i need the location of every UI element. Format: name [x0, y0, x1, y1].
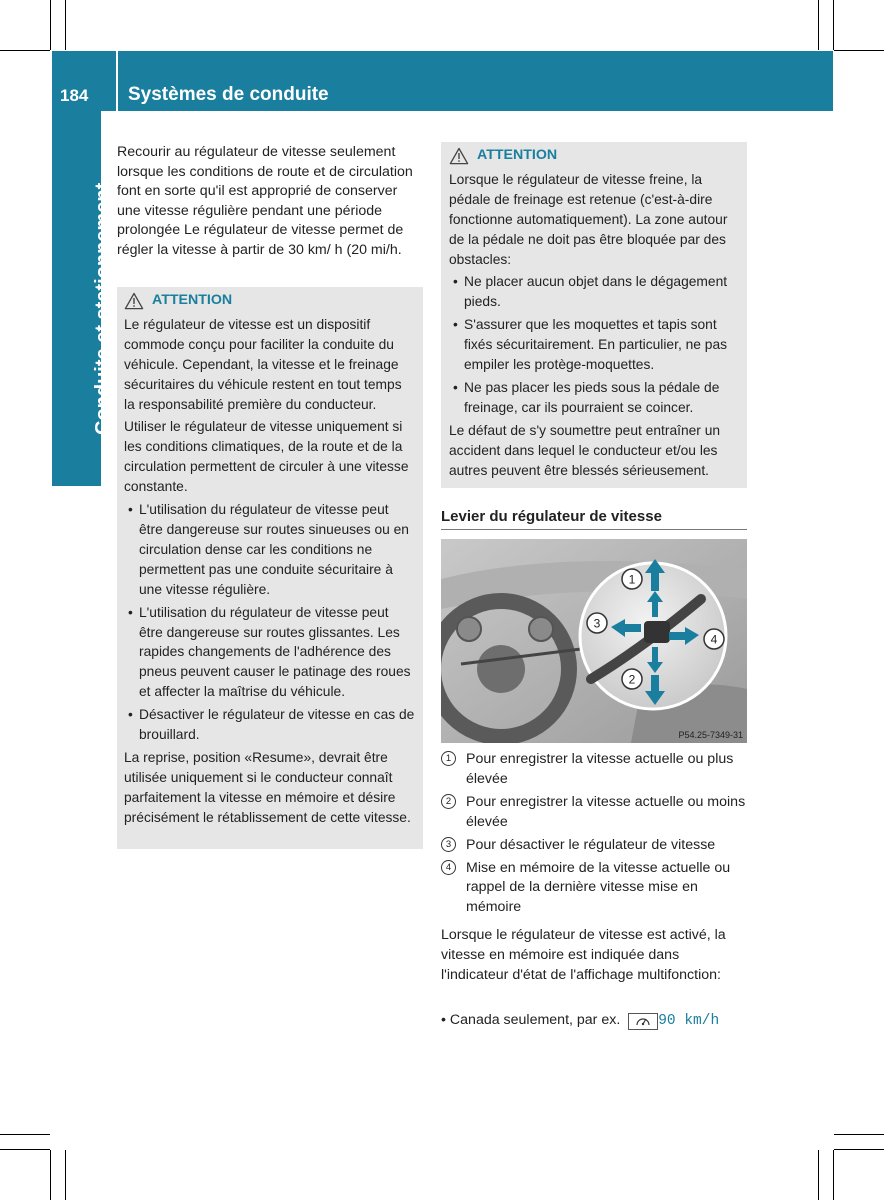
bullet-dot: • [128, 707, 133, 723]
bullet-dot: • [453, 274, 458, 290]
list-item [449, 315, 739, 375]
list-item [449, 378, 739, 418]
list-item-text: Désactiver le régulateur de vitesse en cas de brouillard. [139, 707, 415, 743]
figure-legend [441, 750, 747, 921]
crop-mark [65, 0, 66, 50]
crop-mark [833, 0, 834, 50]
warning-triangle-icon [449, 147, 469, 165]
list-item [441, 1011, 751, 1032]
legend-item [441, 859, 747, 919]
bullet-dot: • [453, 379, 458, 395]
crop-mark [818, 0, 819, 50]
figure-code: P54.25-7349-31 [678, 730, 743, 740]
warning-box [117, 287, 423, 849]
list-item [124, 705, 415, 745]
legend-item [441, 750, 747, 790]
list-item-text: Ne placer aucun objet dans le dégagement pieds. [464, 274, 728, 310]
warning-title: ATTENTION [477, 147, 558, 163]
legend-number [441, 836, 466, 856]
speedometer-icon [628, 1013, 658, 1030]
legend-number [441, 859, 466, 919]
dashboard-illustration [441, 539, 747, 743]
legend-text: Pour enregistrer la vitesse actuelle ou moins élevée [466, 793, 746, 830]
list-item-text: L'utilisation du régulateur de vitesse peut être dangereuse sur routes glissantes. Les rapides changements de l'adhérence des pneus peuvent causer le patinage des roues et affecter la maîtrise du véhicule. [139, 604, 411, 700]
side-tab-label: Conduite et stationnement [92, 182, 114, 435]
warning-title: ATTENTION [152, 292, 233, 308]
legend-item [441, 836, 747, 856]
crop-mark [65, 1150, 66, 1200]
crop-mark [818, 1150, 819, 1200]
crop-mark [0, 1149, 50, 1150]
bullet-dot: • [128, 502, 133, 518]
crop-mark [0, 50, 50, 51]
legend-number-circle: 3 [441, 837, 456, 852]
list-item-text: L'utilisation du régulateur de vitesse peut être dangereuse sur routes sinueuses ou en circulation dense car les conditions ne permettent pas une conduite sécuritaire à une vitesse régulière. [139, 502, 409, 597]
page-number: 184 [60, 86, 89, 105]
crop-mark [50, 0, 51, 50]
intro-paragraph: Recourir au régulateur de vitesse seulement lorsque les conditions de route et de circulation font en sorte qu'il est approprié de conserver une vitesse régulière pendant une période prolongée Le régulateur de vitesse permet de régler la vitesse à partir de 30 km/ h (20 mi/h. [117, 144, 413, 258]
warning-triangle-icon [124, 292, 144, 310]
legend-text: Mise en mémoire de la vitesse actuelle ou rappel de la dernière vitesse mise en mémoire [466, 859, 731, 916]
list-item-text: Canada seulement, par ex. [449, 1012, 621, 1028]
callout-4: 4 [710, 632, 718, 647]
warning-paragraph: Utiliser le régulateur de vitesse uniquement si les conditions climatiques, de la route et de la circulation permettent de circuler à une vitesse constante. [124, 419, 409, 495]
legend-number-circle: 4 [441, 860, 456, 875]
list-item-text: S'assurer que les moquettes et tapis sont fixés sécuritairement. En particulier, ne pas empiler les protège-moquettes. [464, 317, 728, 373]
warning-box [441, 142, 747, 488]
list-item-text: Ne pas placer les pieds sous la pédale de freinage, car ils pourraient se coincer. [464, 379, 720, 415]
page-title: Systèmes de conduite [128, 84, 329, 105]
cruise-control-lever-figure [441, 539, 747, 743]
legend-number-circle: 2 [441, 794, 456, 809]
legend-number-circle: 1 [441, 751, 456, 766]
legend-number [441, 750, 466, 790]
warning-paragraph: La reprise, position «Resume», devrait être utilisée uniquement si le conducteur connaît parfaitement la vitesse en mémoire et désire précisément le rétablissement de cette vitesse. [124, 749, 411, 825]
callout-2: 2 [628, 672, 636, 687]
legend-text: Pour enregistrer la vitesse actuelle ou plus élevée [466, 751, 734, 787]
warning-paragraph: Le régulateur de vitesse est un dispositif commode conçu pour faciliter la conduite du véhicule. Cependant, la vitesse et le freinage sécuritaires du véhicule restent en tout temps la responsabilité première du conducteur. [124, 316, 402, 412]
warning-paragraph: Le défaut de s'y soumettre peut entraîner un accident dans lequel le conducteur et/ou les autres peuvent être blessés sérieusement. [449, 422, 721, 478]
crop-mark [834, 1149, 884, 1150]
crop-mark [834, 50, 884, 51]
crop-mark [833, 1150, 834, 1200]
warning-heading [449, 146, 739, 166]
bullet-dot: • [128, 604, 133, 620]
warning-heading [124, 291, 415, 311]
bullet-dot: • [453, 317, 458, 333]
legend-item [441, 793, 747, 833]
crop-mark [0, 1134, 50, 1135]
list-item [124, 603, 415, 703]
callout-1: 1 [628, 572, 636, 587]
legend-text: Pour désactiver le régulateur de vitesse [466, 836, 716, 853]
warning-paragraph: Lorsque le régulateur de vitesse freine, la pédale de freinage est retenue (c'est-à-dire fonctionne automatiquement). La zone autour de la pédale ne doit pas être bloquée par des obstacles: [449, 171, 728, 267]
crop-mark [50, 1150, 51, 1200]
list-item [449, 272, 739, 312]
status-paragraph: Lorsque le régulateur de vitesse est activé, la vitesse en mémoire est indiquée dans l'indicateur d'état de l'affichage multifonction: [441, 927, 726, 983]
section-heading: Levier du régulateur de vitesse [441, 508, 747, 530]
bullet-dot: • [441, 1012, 446, 1028]
crop-mark [834, 1134, 884, 1135]
list-item [124, 500, 415, 600]
header-divider [116, 51, 118, 111]
speed-value: 90 km/h [658, 1013, 720, 1029]
legend-number [441, 793, 466, 833]
callout-3: 3 [593, 616, 601, 631]
